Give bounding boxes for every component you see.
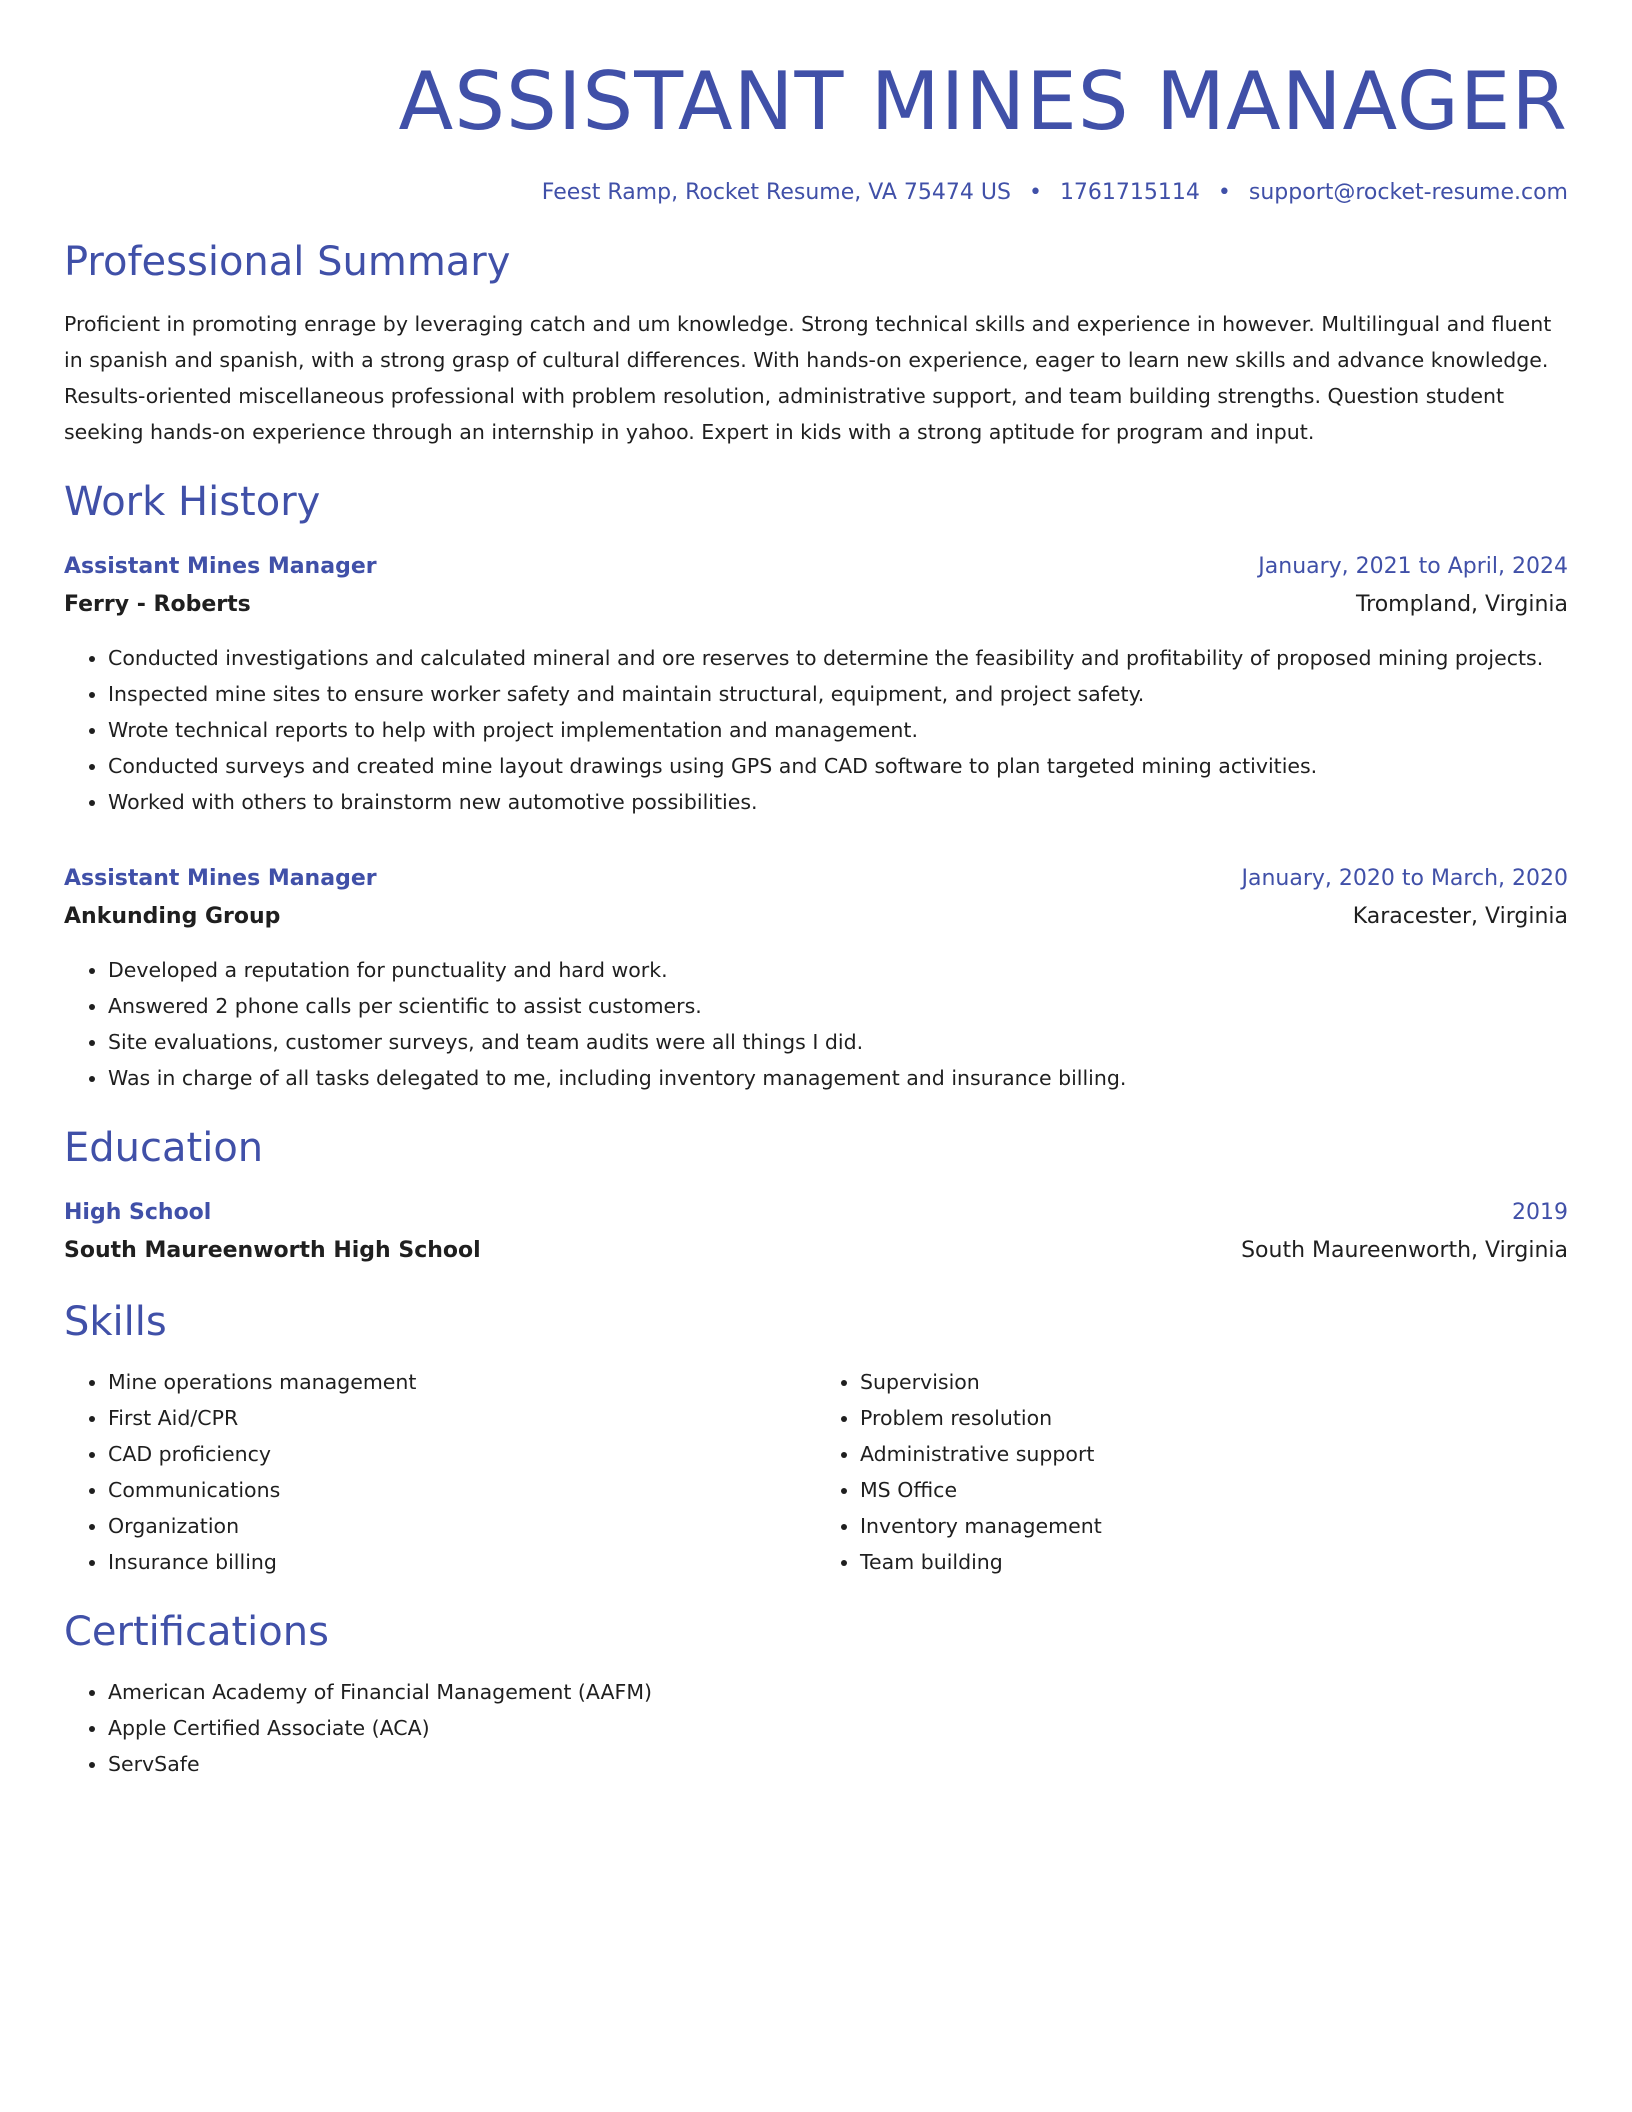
education-entry xyxy=(64,1194,1568,1270)
contact-phone: 1761715114 xyxy=(1059,180,1200,205)
summary-text: Proficient in promoting enrage by leveraging catch and um knowledge. Strong technical skills and experience in however. Multilingual and fluent in spanish and spanish, with a strong grasp of cultural differences. With hands-on experience, eager to learn new skills and advance knowledge. Results-oriented miscellaneous professional with problem resolution, administrative support, and team building strengths. Question student seeking hands-on experience through an internship in yahoo. Expert in kids with a strong aptitude for program and input. xyxy=(64,312,1552,444)
skill-item: • MS Office xyxy=(860,1472,1568,1508)
skill-item: • Insurance billing xyxy=(108,1544,816,1580)
education-school: South Maureenworth High School xyxy=(64,1238,481,1263)
section-title-education: Education xyxy=(64,1125,264,1171)
job-bullets xyxy=(64,952,1568,1096)
job-bullet: • Conducted surveys and created mine layout drawings using GPS and CAD software to plan targeted mining activities. xyxy=(108,748,1568,784)
contact-line xyxy=(64,178,1568,208)
contact-address: Feest Ramp, Rocket Resume, VA 75474 US xyxy=(541,180,1011,205)
job-bullet: • Wrote technical reports to help with project implementation and management. xyxy=(108,712,1568,748)
education-location: South Maureenworth, Virginia xyxy=(1241,1238,1568,1263)
skill-item: • Inventory management xyxy=(860,1508,1568,1544)
education-degree: High School xyxy=(64,1200,212,1225)
job-bullet: • Site evaluations, customer surveys, and team audits were all things I did. xyxy=(108,1024,1568,1060)
job-dates: January, 2020 to March, 2020 xyxy=(1241,866,1568,891)
skills-list-left xyxy=(64,1364,816,1580)
job-company-row xyxy=(64,898,1568,936)
skill-item: • Organization xyxy=(108,1508,816,1544)
section-title-skills: Skills xyxy=(64,1299,167,1345)
section-title-summary: Professional Summary xyxy=(64,239,511,285)
job-bullet: • Answered 2 phone calls per scientific to assist customers. xyxy=(108,988,1568,1024)
candidate-name: ASSISTANT MINES MANAGER xyxy=(398,55,1568,148)
skill-item: • Team building xyxy=(860,1544,1568,1580)
job-bullet: • Was in charge of all tasks delegated to me, including inventory management and insurance billing. xyxy=(108,1060,1568,1096)
certification-item: • ServSafe xyxy=(108,1746,1568,1782)
job-bullet: • Developed a reputation for punctuality and hard work. xyxy=(108,952,1568,988)
job-company: Ferry - Roberts xyxy=(64,592,251,617)
skills-columns xyxy=(64,1352,1568,1580)
job-location: Trompland, Virginia xyxy=(1355,592,1568,617)
job-bullets xyxy=(64,640,1568,820)
contact-separator: • xyxy=(1217,180,1231,205)
job-header-row xyxy=(64,548,1568,586)
skill-item: • CAD proficiency xyxy=(108,1436,816,1472)
job-bullet: • Worked with others to brainstorm new automotive possibilities. xyxy=(108,784,1568,820)
certifications-list xyxy=(64,1674,1568,1782)
job-dates: January, 2021 to April, 2024 xyxy=(1258,554,1568,579)
education-year: 2019 xyxy=(1512,1200,1568,1225)
skill-item: • Communications xyxy=(108,1472,816,1508)
job-entry xyxy=(64,548,1568,820)
certification-item: • Apple Certified Associate (ACA) xyxy=(108,1710,1568,1746)
skills-list-right xyxy=(816,1364,1568,1580)
skill-item: • Administrative support xyxy=(860,1436,1568,1472)
contact-separator: • xyxy=(1028,180,1042,205)
job-company-row xyxy=(64,586,1568,624)
certification-item: • American Academy of Financial Management (AAFM) xyxy=(108,1674,1568,1710)
job-title: Assistant Mines Manager xyxy=(64,866,377,891)
education-school-row xyxy=(64,1232,1568,1270)
job-entry xyxy=(64,860,1568,1096)
section-title-certifications: Certifications xyxy=(64,1609,329,1655)
skill-item: • Problem resolution xyxy=(860,1400,1568,1436)
contact-email: support@rocket-resume.com xyxy=(1248,180,1568,205)
job-header-row xyxy=(64,860,1568,898)
job-bullet: • Inspected mine sites to ensure worker safety and maintain structural, equipment, and project safety. xyxy=(108,676,1568,712)
skill-item: • Mine operations management xyxy=(108,1364,816,1400)
job-title: Assistant Mines Manager xyxy=(64,554,377,579)
education-header-row xyxy=(64,1194,1568,1232)
resume-header xyxy=(64,52,1568,208)
section-title-work-history: Work History xyxy=(64,479,321,525)
job-bullet: • Conducted investigations and calculated mineral and ore reserves to determine the feasibility and profitability of proposed mining projects. xyxy=(108,640,1568,676)
skill-item: • First Aid/CPR xyxy=(108,1400,816,1436)
skill-item: • Supervision xyxy=(860,1364,1568,1400)
job-location: Karacester, Virginia xyxy=(1352,904,1568,929)
job-company: Ankunding Group xyxy=(64,904,281,929)
